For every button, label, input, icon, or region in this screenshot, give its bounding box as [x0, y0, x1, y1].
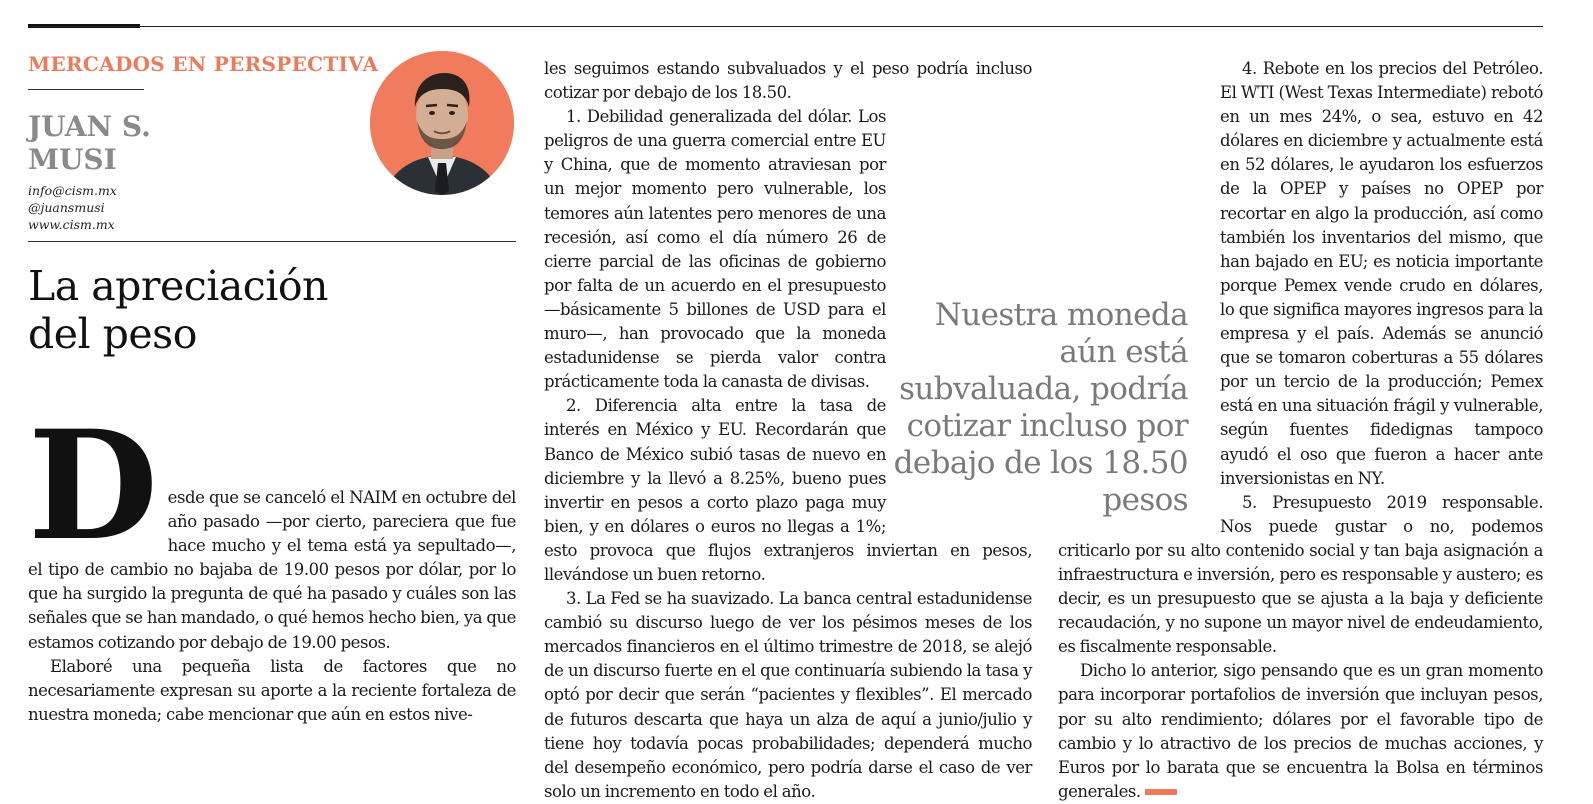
article-column-1	[28, 398, 516, 727]
top-rule	[28, 26, 1543, 27]
byline-rule	[28, 241, 516, 242]
author-name-line2: MUSI	[28, 143, 117, 176]
author-name-line1: JUAN S.	[28, 110, 151, 143]
drop-cap: D	[28, 398, 158, 574]
paragraph-8-text: Dicho lo anterior, sigo pensando que es un gran momento para incorporar portafolios de inversión que incluyan pesos, por su alto rendimiento; dólares por el favorable tipo de cambio y lo atractivo de los precios de muchas acciones, y Euros por lo barata que se encuentra la Bolsa en términos generales.	[1058, 661, 1543, 801]
article-paragraph-1	[28, 398, 516, 655]
author-portrait-icon	[370, 51, 514, 195]
author-contacts	[28, 182, 117, 233]
article-paragraph-5: 3. La Fed se ha suavizado. La banca central estadunidense cambió su discurso luego de ver los pésimos meses de los mercados financieros en el último trimestre de 2018, se alejó de un discurso fuerte en el que continuaría subiendo la tasa y optó por decir que serán “pacientes y flexibles”. El mercado de futuros descarta que haya un alza de aquí a junio/julio y tiene hoy todavía pocas probabilidades; dependerá mucho del desempeño económico, pero podría darse el caso de ver solo un incremento en todo el año.	[544, 589, 1032, 801]
article-paragraph-4: 2. Diferencia alta entre la tasa de interés en México y EU. Recordarán que Banco de México subió tasas de nuevo en diciembre y la llevó a 8.25%, bueno pues invertir en pesos a corto plazo paga muy bien, y en dólares o euros no llegas a 1%; esto provoca que flujos extranjeros inviertan en pesos, llevándose un buen retorno.	[544, 396, 1032, 584]
headline	[28, 262, 508, 358]
section-label: MERCADOS EN PERSPECTIVA	[28, 52, 379, 76]
headline-line1: La apreciación	[28, 262, 328, 310]
pull-quote: Nuestra moneda aún está subvaluada, podría cotizar incluso por debajo de los 18.50 pesos	[893, 297, 1188, 518]
article-paragraph-8	[1058, 659, 1543, 804]
paragraph-1-text: esde que se canceló el NAIM en octubre del año pasado —por cierto, pareciera que fue hace mucho y el tema está ya sepultado—, el tipo de cambio no bajaba de 19.00 pesos por dólar, por lo que ha surgido la pregunta de qué ha pasado y cuáles son las señales que se han mandado, o qué hemos hecho bien, ya que estamos cotizando por debajo de 19.00 pesos.	[28, 488, 516, 652]
article-paragraph-6: 4. Rebote en los precios del Petróleo. El WTI (West Texas Intermediate) rebotó en un mes 24%, o sea, estuvo en 42 dólares en diciembre y actualmente está en 52 dólares, le ayudaron los esfuerzos de la OPEP y países no OPEP por recortar en algo la producción, así como también los inventarios del mismo, que han bajado en EU; es noticia importante porque Pemex vende crudo en dólares, lo que significa mayores ingresos para la empresa y el país. Además se anunció que se tomaron coberturas a 55 dólares por un tercio de la producción; Pemex está en una situación frágil y vulnerable, según fuentes fidedignas tampoco ayudó el oso que fueron a hacer ante inversionistas en NY.	[1220, 59, 1543, 488]
contact-email: info@cism.mx	[28, 183, 117, 198]
article-paragraph-7: 5. Presupuesto 2019 responsable. Nos puede gustar o no, podemos criticarlo por su alto contenido social y tan baja asignación a infraestructura e inversión, pero es responsable y austero; es decir, es un presupuesto que se ajusta a la baja y deficiente recaudación, y no supone un mayor nivel de endeudamiento, es fiscalmente responsable.	[1058, 492, 1543, 657]
headline-line2: del peso	[28, 310, 197, 358]
article-paragraph-2-part2: les seguimos estando subvaluados y el peso podría incluso cotizar por debajo de los 18.50.	[544, 59, 1032, 103]
author-name	[28, 110, 228, 176]
author-photo	[370, 51, 514, 195]
article-paragraph-3: 1. Debilidad generalizada del dólar. Los peligros de una guerra comercial entre EU y China, que de momento atraviesan por un mejor momento pero vulnerable, los temores aún latentes pero menores de una recesión, así como el día número 26 de cierre parcial de las oficinas de gobierno por falta de un acuerdo en el presupuesto —básicamente 5 billones de USD para el muro—, han provocado que la moneda estadunidense se pierda valor contra prácticamente toda la canasta de divisas.	[544, 107, 886, 392]
end-of-article-icon	[1145, 789, 1177, 795]
article-paragraph-2-part1: Elaboré una pequeña lista de factores que no necesariamente expresan su aporte a la reciente fortaleza de nuestra moneda; cabe mencionar que aún en estos nive-	[28, 656, 516, 724]
section-rule	[28, 89, 144, 90]
contact-twitter: @juansmusi	[28, 200, 105, 215]
contact-website: www.cism.mx	[28, 217, 115, 232]
